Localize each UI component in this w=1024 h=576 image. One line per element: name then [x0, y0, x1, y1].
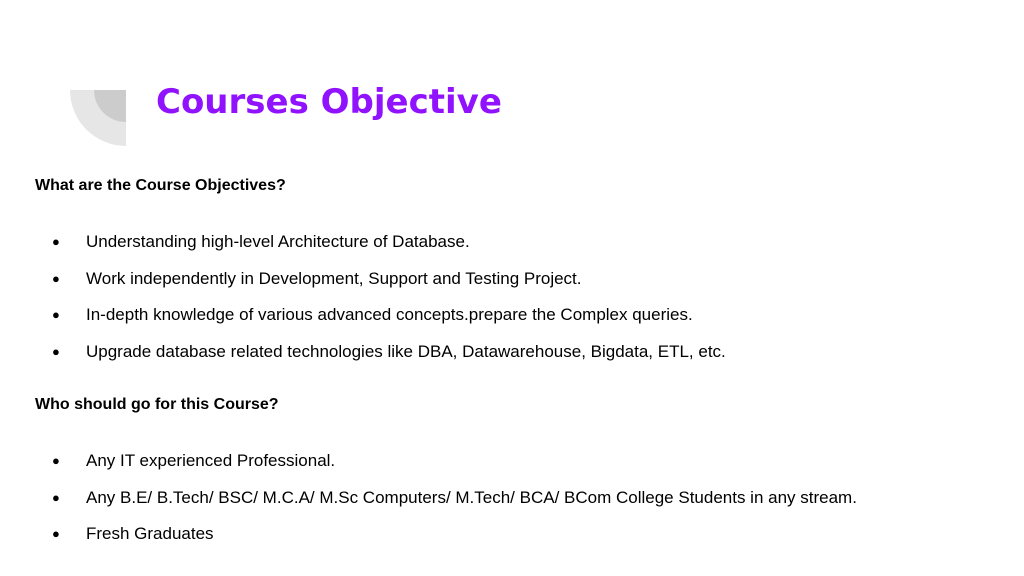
bullet-icon: ● [52, 453, 60, 468]
list-item-text: Understanding high-level Architecture of Database. [86, 232, 470, 251]
list-item-text: Work independently in Development, Support and Testing Project. [86, 268, 582, 288]
bullet-icon: ● [52, 343, 60, 359]
list-item-text: Any IT experienced Professional. [86, 451, 336, 470]
list-item-text: Any B.E/ B.Tech/ BSC/ M.C.A/ M.Sc Computers/ M.Tech/ BCA/ BCom College Students in any stream. [86, 487, 857, 507]
bullet-icon: ● [52, 234, 60, 249]
list-item-text: Upgrade database related technologies like DBA, Datawarehouse, Bigdata, ETL, etc. [86, 341, 726, 361]
bullet-icon: ● [52, 307, 60, 322]
bullet-icon: ● [52, 270, 60, 286]
slide-title: Courses Objective [156, 82, 502, 122]
audience-heading: Who should go for this Course? [35, 396, 279, 413]
list-item-text: In-depth knowledge of various advanced concepts.prepare the Complex queries. [86, 305, 693, 324]
bullet-icon: ● [52, 526, 60, 541]
list-item-text: Fresh Graduates [86, 524, 214, 543]
bullet-icon: ● [52, 489, 60, 505]
quarter-circle-decoration-icon [70, 90, 126, 146]
objectives-heading: What are the Course Objectives? [35, 177, 286, 194]
